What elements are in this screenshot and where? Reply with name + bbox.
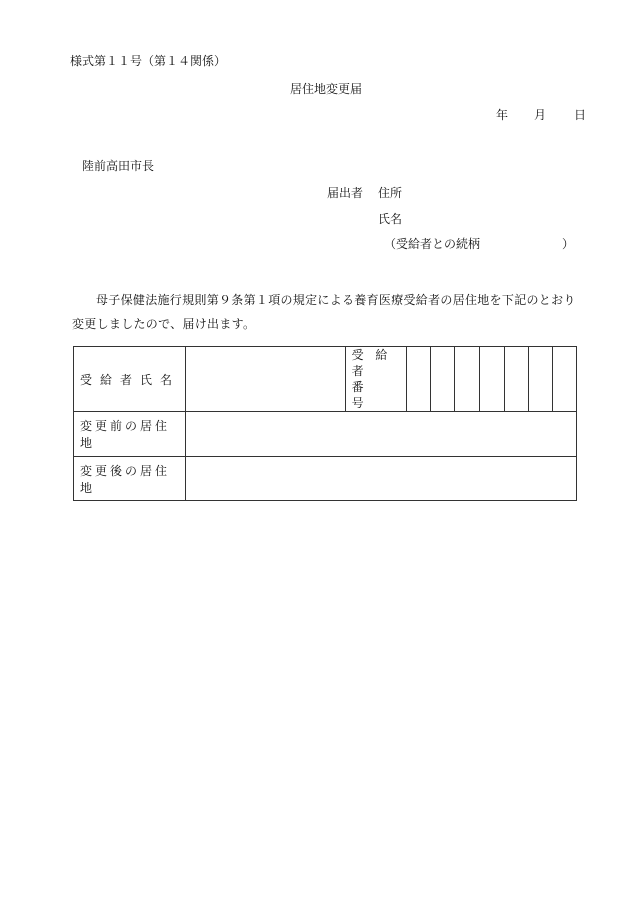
table-row-after xyxy=(74,457,577,501)
applicant-label: 届出者 xyxy=(327,186,364,200)
after-address-label: 変更後の居住地 xyxy=(74,457,186,501)
body-text: 母子保健法施行規則第９条第１項の規定による養育医療受給者の居住地を下記のとおり変更しましたので、届け出ます。 xyxy=(72,293,576,331)
recipient-number-digit-2[interactable] xyxy=(431,347,455,412)
recipient-number-digit-1[interactable] xyxy=(406,347,430,412)
recipient-number-digit-4[interactable] xyxy=(480,347,504,412)
after-address-field[interactable] xyxy=(185,457,576,501)
addressee: 陸前高田市長 xyxy=(82,159,155,173)
recipient-number-label-line2: 番 号 xyxy=(351,380,400,410)
recipient-number-digit-3[interactable] xyxy=(455,347,480,412)
recipient-number-digit-5[interactable] xyxy=(504,347,528,412)
recipient-name-field[interactable] xyxy=(185,347,345,412)
name-label: 氏名 xyxy=(378,212,403,226)
recipient-name-label: 受給者氏名 xyxy=(74,347,186,412)
date-day-label: 日 xyxy=(574,108,587,122)
relation-close: ） xyxy=(562,237,575,251)
date-line xyxy=(496,106,586,123)
recipient-number-digit-6[interactable] xyxy=(528,347,552,412)
relation-label: （受給者との続柄 xyxy=(384,237,481,251)
address-label: 住所 xyxy=(378,186,403,200)
before-address-label: 変更前の居住地 xyxy=(74,412,186,457)
form-number: 様式第１１号（第１４関係） xyxy=(70,54,227,68)
table-row-before xyxy=(74,412,577,457)
document-title: 居住地変更届 xyxy=(290,82,363,96)
recipient-number-digit-7[interactable] xyxy=(552,347,576,412)
date-year-label: 年 xyxy=(496,108,509,122)
recipient-table xyxy=(73,346,577,501)
before-address-field[interactable] xyxy=(185,412,576,457)
recipient-number-label-line1: 受 給 者 xyxy=(351,348,392,378)
date-month-label: 月 xyxy=(534,108,547,122)
table-row-recipient xyxy=(74,347,577,412)
recipient-number-label xyxy=(345,347,406,412)
